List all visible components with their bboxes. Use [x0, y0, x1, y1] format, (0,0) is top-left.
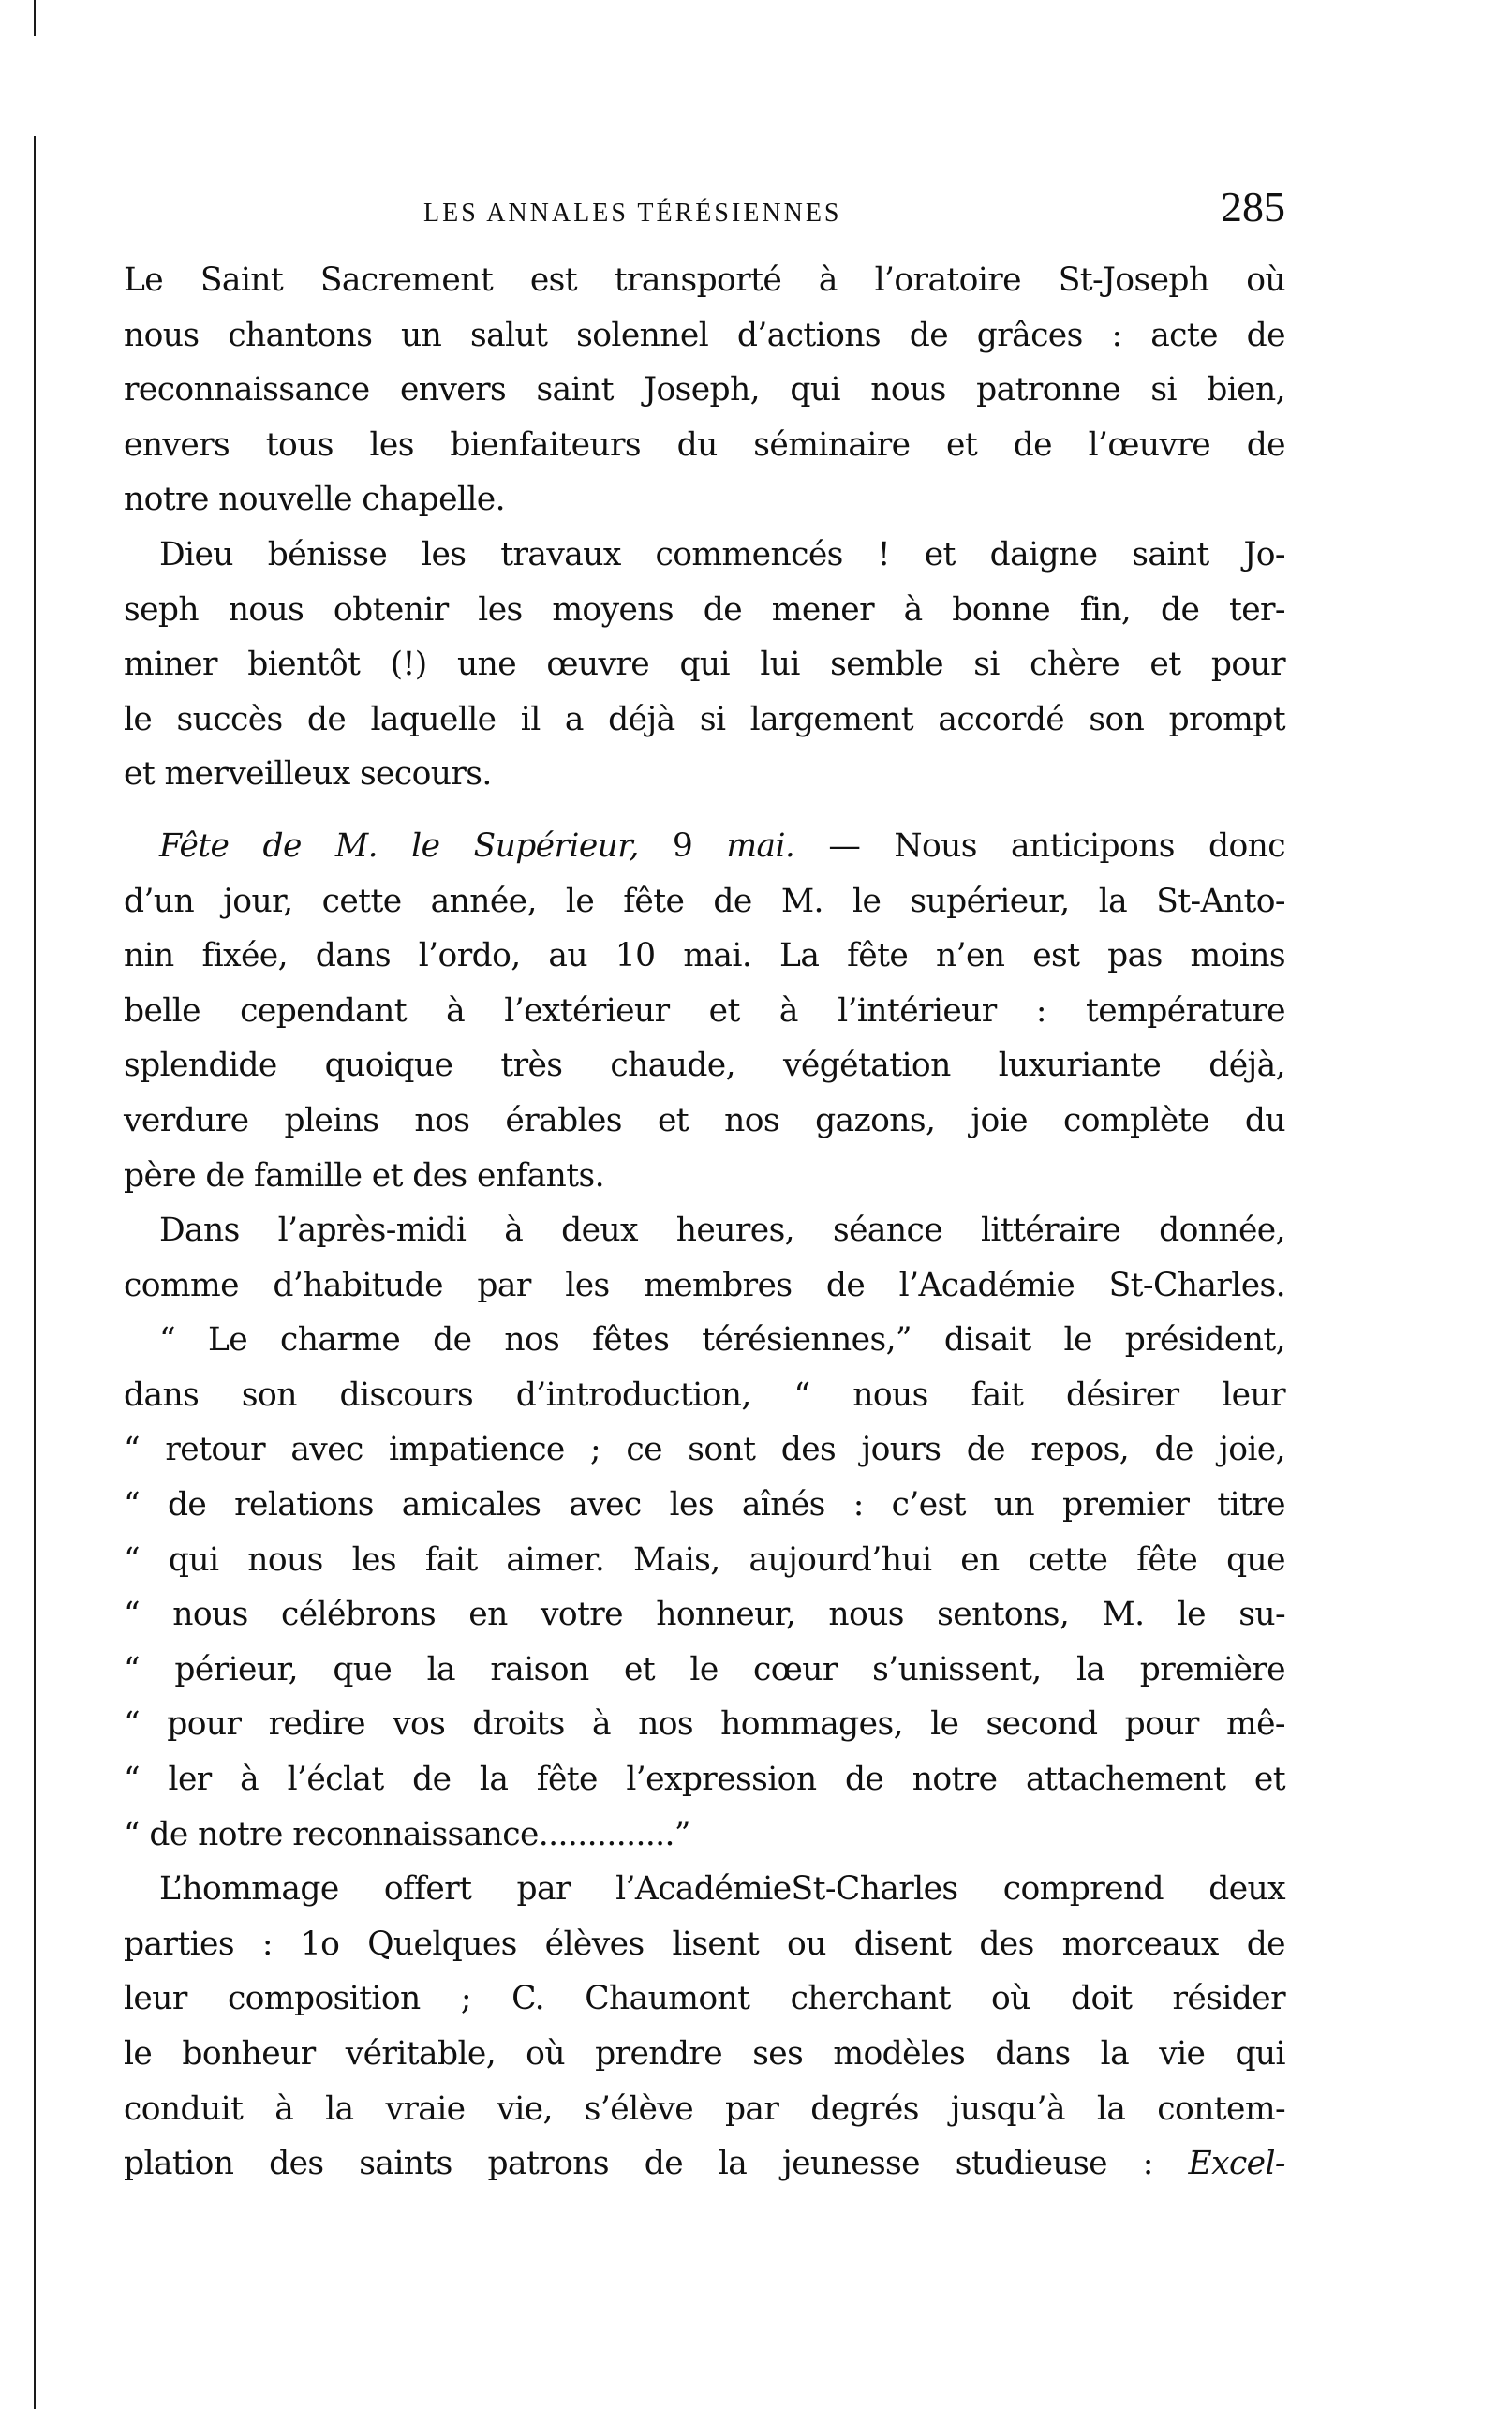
paragraph-line: nin fixée, dans l’ordo, au 10 mai. La fête n’en est pas moins [124, 937, 1285, 975]
book-page [124, 178, 1285, 2192]
body-text [124, 253, 1285, 2192]
paragraph-line: Dans l’après-midi à deux heures, séance littéraire donnée, [159, 1212, 1285, 1250]
page-edge-mark [34, 0, 36, 36]
running-title: LES ANNALES TÉRÉSIENNES [423, 199, 842, 228]
paragraph-line: leur composition ; C. Chaumont cherchant où doit résider [124, 1980, 1285, 2018]
quote-line: “ ler à l’éclat de la fête l’expression de notre attachement et [124, 1761, 1285, 1799]
quote-line: “ pour redire vos droits à nos hommages, le second pour mê- [124, 1705, 1285, 1744]
section-heading: Fête de M. le Supérieur, [159, 826, 639, 865]
section-month: mai. [726, 826, 795, 865]
section-date: 9 [638, 826, 727, 865]
paragraph-line: le succès de laquelle il a déjà si largement accordé son prompt [124, 700, 1285, 738]
page-edge-rule [34, 136, 36, 2409]
paragraph-line: conduit à la vraie vie, s’élève par degrés jusqu’à la contem- [124, 2089, 1285, 2128]
paragraph-line: notre nouvelle chapelle. [124, 481, 505, 519]
running-head [124, 178, 1285, 244]
paragraph-line: envers tous les bienfaiteurs du séminaire et de l’œuvre de [124, 425, 1285, 464]
section-gap [124, 802, 1285, 819]
paragraph-line: splendide quoique très chaude, végétation luxuriante déjà, [124, 1047, 1285, 1085]
paragraph-line: d’un jour, cette année, le fête de M. le supérieur, la St-Anto- [124, 882, 1285, 920]
paragraph-line: et merveilleux secours. [124, 755, 492, 794]
quote-line: “ Le charme de nos fêtes térésiennes,” disait le président, [159, 1321, 1285, 1360]
paragraph-line: le bonheur véritable, où prendre ses modèles dans la vie qui [124, 2035, 1285, 2073]
quote-line: dans son discours d’introduction, “ nous fait désirer leur [124, 1376, 1285, 1414]
final-line-text: plation des saints patrons de la jeunesse studieuse : [124, 2145, 1189, 2183]
paragraph-line: Le Saint Sacrement est transporté à l’oratoire St-Joseph où [124, 261, 1285, 299]
quote-line: “ de relations amicales avec les aînés : c’est un premier titre [124, 1486, 1285, 1524]
paragraph-line: nous chantons un salut solennel d’actions de grâces : acte de [124, 316, 1285, 354]
section-lead-text: — Nous anticipons donc [794, 826, 1285, 865]
paragraph-line: miner bientôt (!) une œuvre qui lui semble si chère et pour [124, 646, 1285, 684]
section-lead-line [124, 819, 1285, 874]
paragraph-line: L’hommage offert par l’AcadémieSt-Charles comprend deux [159, 1870, 1285, 1909]
final-line-italic: Excel- [1188, 2145, 1285, 2183]
page-number: 285 [1221, 183, 1285, 230]
final-line [124, 2136, 1285, 2192]
quote-line: “ périeur, que la raison et le cœur s’unissent, la première [124, 1650, 1285, 1688]
paragraph-line: belle cependant à l’extérieur et à l’intérieur : température [124, 991, 1285, 1030]
paragraph-line: parties : 1o Quelques élèves lisent ou disent des morceaux de [124, 1925, 1285, 1963]
quote-line: “ retour avec impatience ; ce sont des jours de repos, de joie, [124, 1431, 1285, 1469]
paragraph-line: Dieu bénisse les travaux commencés ! et daigne saint Jo- [159, 535, 1285, 573]
paragraph-line: comme d’habitude par les membres de l’Académie St-Charles. [124, 1266, 1285, 1304]
paragraph-line: verdure pleins nos érables et nos gazons, joie complète du [124, 1101, 1285, 1139]
paragraph-line: père de famille et des enfants. [124, 1156, 604, 1195]
quote-line: “ de notre reconnaissance..............” [124, 1815, 690, 1853]
quote-line: “ qui nous les fait aimer. Mais, aujourd’hui en cette fête que [124, 1540, 1285, 1579]
paragraph-line: reconnaissance envers saint Joseph, qui nous patronne si bien, [124, 371, 1285, 409]
paragraph-line: seph nous obtenir les moyens de mener à bonne fin, de ter- [124, 590, 1285, 629]
quote-line: “ nous célébrons en votre honneur, nous sentons, M. le su- [124, 1596, 1285, 1634]
